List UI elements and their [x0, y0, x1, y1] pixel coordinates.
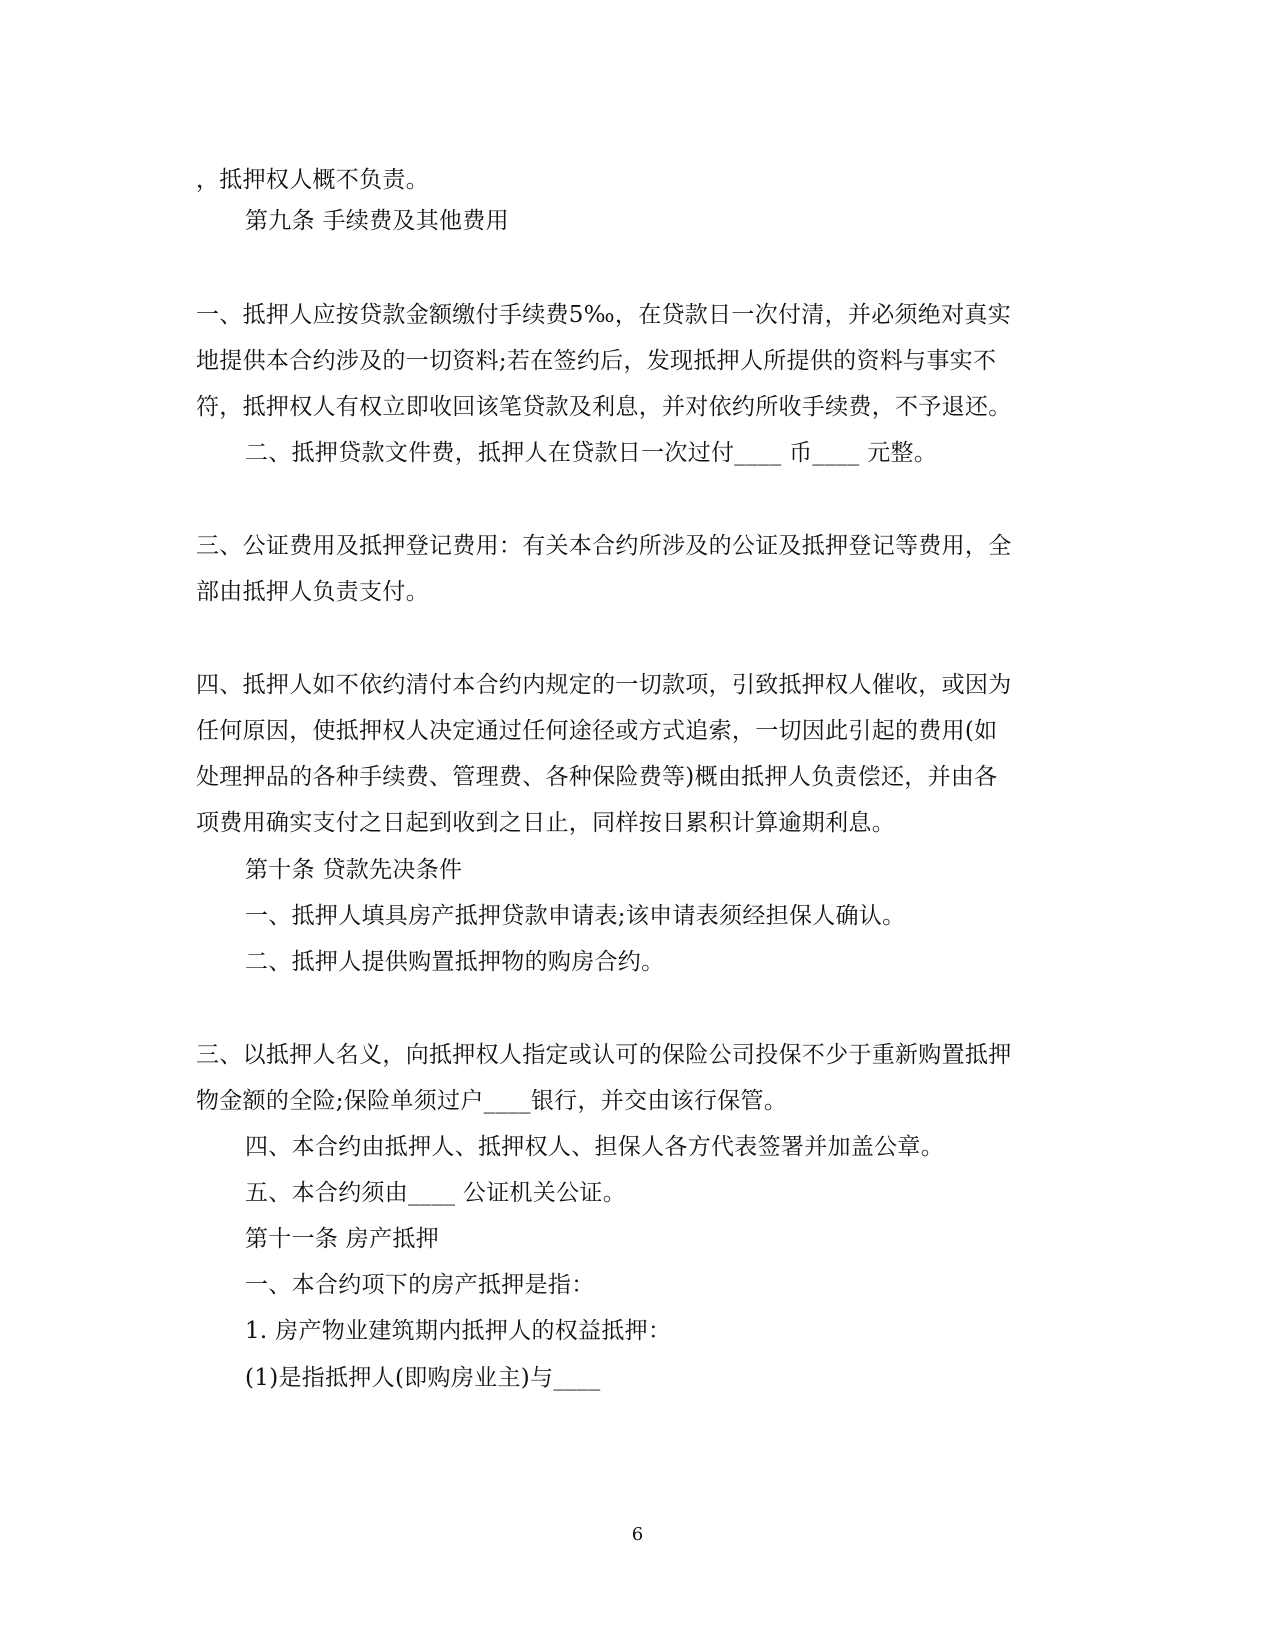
text-line: 部由抵押人负责支付。 — [196, 579, 429, 605]
text-line: 三、公证费用及抵押登记费用：有关本合约所涉及的公证及抵押登记等费用，全 — [196, 533, 1012, 559]
text-line: 五、本合约须由____ 公证机关公证。 — [245, 1180, 627, 1206]
text-line: 二、抵押贷款文件费，抵押人在贷款日一次过付____ 币____ 元整。 — [245, 440, 938, 466]
text-line: 四、抵押人如不依约清付本合约内规定的一切款项，引致抵押权人催收，或因为 — [196, 672, 1012, 698]
page-number: 6 — [631, 1524, 644, 1545]
text-line: 三、以抵押人名义，向抵押权人指定或认可的保险公司投保不少于重新购置抵押 — [196, 1042, 1012, 1068]
text-line: 二、抵押人提供购置抵押物的购房合约。 — [245, 949, 665, 975]
text-line: 一、抵押人应按贷款金额缴付手续费5‰，在贷款日一次付清，并必须绝对真实 — [196, 302, 1011, 328]
text-line: 四、本合约由抵押人、抵押权人、担保人各方代表签署并加盖公章。 — [245, 1134, 944, 1160]
text-line: 任何原因，使抵押权人决定通过任何途径或方式追索，一切因此引起的费用(如 — [196, 718, 998, 744]
text-line: 一、抵押人填具房产抵押贷款申请表;该申请表须经担保人确认。 — [245, 903, 906, 929]
text-line: 1. 房产物业建筑期内抵押人的权益抵押： — [245, 1318, 672, 1344]
text-line: (1)是指抵押人(即购房业主)与____ — [245, 1365, 601, 1391]
text-line: 符，抵押权人有权立即收回该笔贷款及利息，并对依约所收手续费，不予退还。 — [196, 394, 1012, 420]
text-line: ，抵押权人概不负责。 — [196, 167, 429, 193]
section-heading-article-11: 第十一条 房产抵押 — [245, 1226, 440, 1252]
section-heading-article-10: 第十条 贷款先决条件 — [245, 857, 463, 883]
text-line: 处理押品的各种手续费、管理费、各种保险费等)概由抵押人负责偿还，并由各 — [196, 764, 998, 790]
text-line: 一、本合约项下的房产抵押是指： — [245, 1272, 595, 1298]
text-line: 物金额的全险;保险单须过户____银行，并交由该行保管。 — [196, 1088, 788, 1114]
text-line: 项费用确实支付之日起到收到之日止，同样按日累积计算逾期利息。 — [196, 810, 895, 836]
section-heading-article-9: 第九条 手续费及其他费用 — [245, 208, 509, 234]
text-line: 地提供本合约涉及的一切资料;若在签约后，发现抵押人所提供的资料与事实不 — [196, 348, 997, 374]
